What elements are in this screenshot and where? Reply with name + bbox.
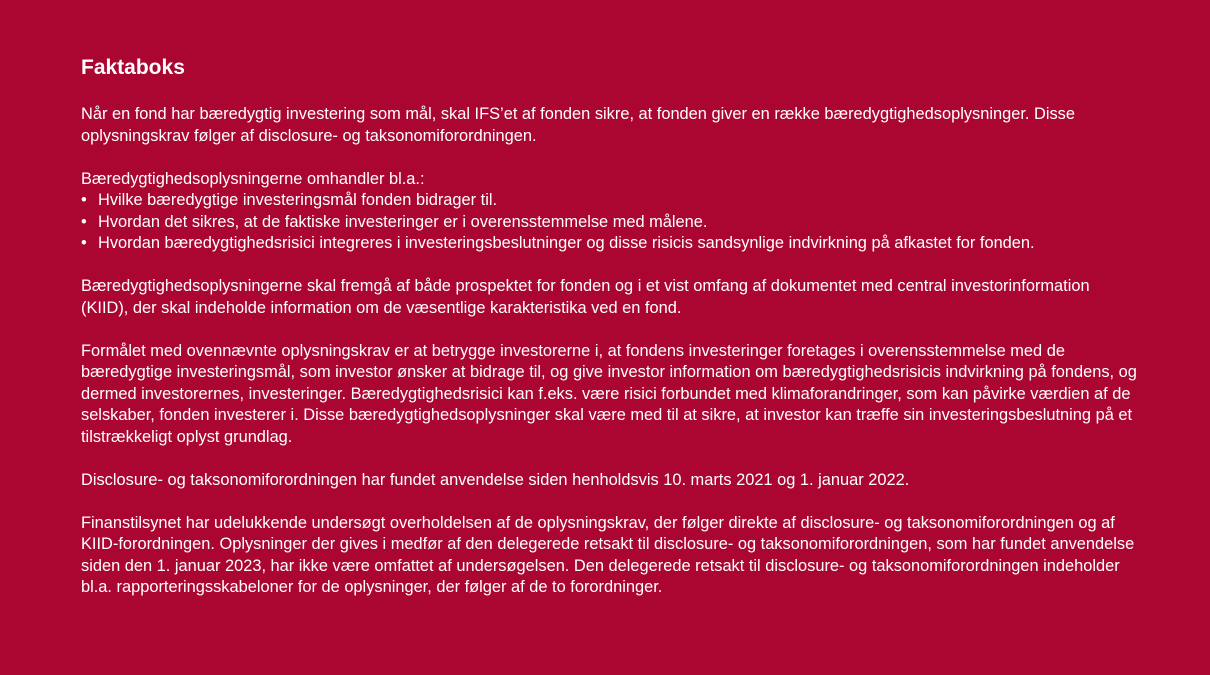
- disclosure-list-section: [81, 169, 1141, 255]
- list-item: • Hvordan det sikres, at de faktiske investeringer er i overensstemmelse med målene.: [81, 212, 1141, 234]
- factbox-title: Faktaboks: [81, 56, 185, 79]
- purpose-paragraph: Formålet med ovennævnte oplysningskrav er at betrygge investorerne i, at fondens investeringer foretages i overensstemmelse med de bæredygtige investeringsmål, som investor ønsker at bidrage til, og give investor information om bæredygtighedsrisicis indvirkning på fondens, og dermed investorernes, investeringer. Bæredygtighedsrisici kan f.eks. være risici forbundet med klimaforandringer, som kan påvirke værdien af de selskaber, fonden investerer i. Disse bæredygtighedsoplysninger skal være med til at sikre, at investor kan træffe sin investeringsbeslutning på et tilstrækkeligt oplyst grundlag.: [81, 341, 1137, 446]
- list-heading: Bæredygtighedsoplysningerne omhandler bl.a.:: [81, 169, 425, 188]
- list-item: • Hvilke bæredygtige investeringsmål fonden bidrager til.: [81, 190, 1141, 212]
- list-item: • Hvordan bæredygtighedsrisici integreres i investeringsbeslutninger og disse risicis sandsynlige indvirkning på afkastet for fonden.: [81, 233, 1141, 255]
- prospectus-paragraph: Bæredygtighedsoplysningerne skal fremgå af både prospektet for fonden og i et vist omfang af dokumentet med central investorinformation (KIID), der skal indeholde information om de væsentlige karakteristika ved en fond.: [81, 277, 1090, 317]
- dates-paragraph: Disclosure- og taksonomiforordningen har fundet anvendelse siden henholdsvis 10. marts 2021 og 1. januar 2022.: [81, 470, 910, 489]
- scope-paragraph: Finanstilsynet har udelukkende undersøgt overholdelsen af de oplysningskrav, der følger direkte af disclosure- og taksonomiforordningen og af KIID-forordningen. Oplysninger der gives i medfør af den delegerede retsakt til disclosure- og taksonomiforordningen, som har fundet anvendelse siden den 1. januar 2023, har ikke være omfattet af undersøgelsen. Den delegerede retsakt til disclosure- og taksonomiforordningen indeholder bl.a. rapporteringsskabeloner for de oplysninger, der følger af de to forordninger.: [81, 513, 1135, 596]
- factbox: [81, 56, 1141, 620]
- intro-paragraph: Når en fond har bæredygtig investering som mål, skal IFS’et af fonden sikre, at fonden giver en række bæredygtighedsoplysninger. Disse oplysningskrav følger af disclosure- og taksonomiforordningen.: [81, 105, 1075, 145]
- bullet-list: [81, 190, 1141, 255]
